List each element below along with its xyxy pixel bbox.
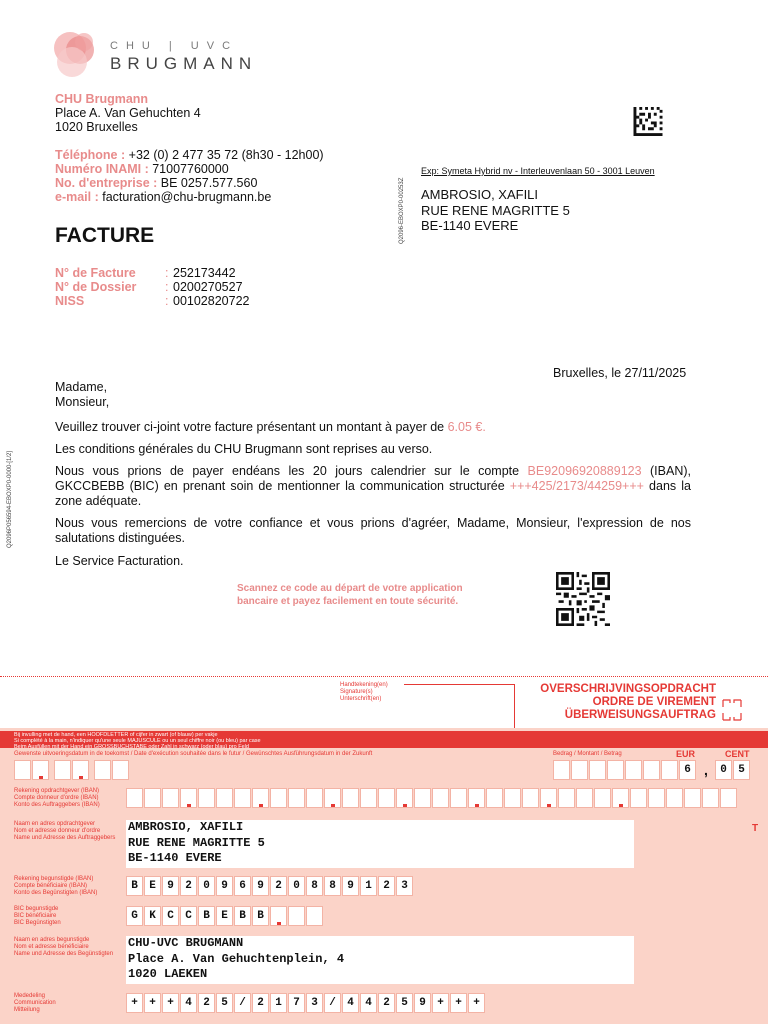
cent-label: CENT — [725, 749, 750, 759]
comm-box[interactable]: 2 — [252, 993, 269, 1013]
iban-box[interactable] — [522, 788, 539, 808]
payer-iban-label-line: Rekening opdrachtgever (IBAN) — [14, 788, 100, 794]
comm-box[interactable]: 7 — [288, 993, 305, 1013]
iban-box[interactable] — [378, 788, 395, 808]
amount-cent-box[interactable]: 0 — [715, 760, 732, 780]
iban-box[interactable] — [486, 788, 503, 808]
comm-box[interactable]: 9 — [414, 993, 431, 1013]
comm-box[interactable]: + — [144, 993, 161, 1013]
body-text: dans la zone adéquate. — [55, 479, 691, 508]
contact-label: Téléphone : — [55, 148, 126, 162]
comm-box[interactable]: 2 — [198, 993, 215, 1013]
benef-iban-label-line: Rekening begunstigde (IBAN) — [14, 876, 94, 882]
beneficiary-line: 1020 LAEKEN — [128, 967, 208, 981]
vertical-code: Q2096P056594-EBOXP0-0000-[1/2] — [7, 450, 13, 548]
iban-box[interactable] — [648, 788, 665, 808]
iban-box[interactable]: 9 — [342, 876, 359, 896]
benef-iban-label-line: Konto des Begünstigten (IBAN) — [14, 890, 98, 896]
beneficiary-address-field[interactable] — [126, 936, 634, 984]
band-line: Beim Ausfüllen mit der Hand ein GROSSBUCHSTABE oder Zahl in schwarz (oder blau) pro Feld — [14, 744, 249, 750]
bic-box[interactable]: C — [180, 906, 197, 926]
date-box[interactable] — [112, 760, 129, 780]
amount-box[interactable] — [661, 760, 678, 780]
phone-value: +32 (0) 2 477 35 72 (8h30 - 12h00) — [128, 148, 324, 162]
sender-name: CHU Brugmann — [55, 92, 149, 106]
iban-box[interactable]: 9 — [162, 876, 179, 896]
bic-box[interactable]: B — [234, 906, 251, 926]
sender-address — [55, 92, 201, 134]
amount-field[interactable] — [553, 760, 751, 780]
signature-label — [340, 682, 388, 703]
iban-box[interactable] — [594, 788, 611, 808]
bic-box[interactable] — [270, 906, 287, 926]
payer-iban-label — [14, 788, 100, 809]
iban-box[interactable] — [324, 788, 341, 808]
iban-box[interactable]: 2 — [180, 876, 197, 896]
form-corner-icon — [721, 698, 743, 722]
amount-box[interactable] — [571, 760, 588, 780]
form-title-line: ÜBERWEISUNGSAUFTRAG — [564, 709, 716, 721]
iban-box[interactable] — [342, 788, 359, 808]
iban-box[interactable] — [288, 788, 305, 808]
beneficiary-line: CHU-UVC BRUGMANN — [128, 936, 244, 950]
iban-box[interactable] — [396, 788, 413, 808]
date-box[interactable] — [54, 760, 71, 780]
payer-label-line: Naam en adres opdrachtgever — [14, 821, 96, 827]
payer-line: RUE RENE MAGRITTE 5 — [128, 835, 265, 850]
iban-box[interactable]: 8 — [324, 876, 341, 896]
iban-box[interactable]: 9 — [216, 876, 233, 896]
comm-box[interactable]: + — [450, 993, 467, 1013]
bic-box[interactable]: C — [162, 906, 179, 926]
datamatrix-icon — [633, 107, 663, 136]
comm-box[interactable]: 3 — [306, 993, 323, 1013]
iban-box[interactable]: 2 — [378, 876, 395, 896]
signoff: Le Service Facturation. — [55, 554, 184, 568]
iban-box[interactable] — [558, 788, 575, 808]
comm-box[interactable]: 5 — [216, 993, 233, 1013]
body-text: Veuillez trouver ci-joint votre facture présentant un montant à payer de — [55, 420, 448, 434]
payer-line: BE-1140 EVERE — [128, 851, 222, 865]
payer-label-line: Name und Adresse des Auftraggebers — [14, 835, 116, 841]
inami-value: 71007760000 — [152, 162, 229, 176]
scan-line: bancaire et payez facilement en toute sécurité. — [237, 596, 459, 607]
benef-label-line: Naam en adres begunstigde — [14, 937, 90, 943]
iban-box[interactable]: 8 — [306, 876, 323, 896]
contact-label: e-mail : — [55, 190, 99, 204]
document-title: FACTURE — [55, 224, 155, 247]
bic-box[interactable]: B — [252, 906, 269, 926]
iban-box[interactable]: E — [144, 876, 161, 896]
recipient-name: AMBROSIO, XAFILI — [421, 187, 539, 202]
bic-box[interactable]: K — [144, 906, 161, 926]
bic-label — [14, 906, 61, 927]
iban-box[interactable] — [270, 788, 287, 808]
iban-box[interactable]: 3 — [396, 876, 413, 896]
beneficiary-iban-label — [14, 876, 97, 897]
scan-instructions — [237, 582, 463, 608]
amount-label: Bedrag / Montant / Betrag — [553, 751, 622, 757]
iban-box[interactable]: 2 — [270, 876, 287, 896]
comm-box[interactable]: + — [432, 993, 449, 1013]
bic-box[interactable]: B — [198, 906, 215, 926]
bic-label-line: BIC bénéficiaire — [14, 913, 57, 919]
comm-box[interactable]: + — [468, 993, 485, 1013]
greeting — [55, 380, 109, 410]
company-number-value: BE 0257.577.560 — [160, 176, 258, 190]
comm-box[interactable]: 2 — [378, 993, 395, 1013]
iban-box[interactable] — [450, 788, 467, 808]
amount-box[interactable] — [553, 760, 570, 780]
greeting-line: Madame, — [55, 380, 108, 394]
iban-box[interactable] — [666, 788, 683, 808]
comm-box[interactable]: + — [126, 993, 143, 1013]
body-paragraph: Les conditions générales du CHU Brugmann sont reprises au verso. — [55, 442, 433, 456]
band-line: Si complété à la main, n'indiquer qu'une seule MAJUSCULE ou un seul chiffre noir (ou bleu) par case — [14, 738, 261, 744]
letter-date: Bruxelles, le 27/11/2025 — [553, 366, 687, 380]
comm-box[interactable]: / — [234, 993, 251, 1013]
logo-title: BRUGMANN — [110, 54, 258, 73]
comm-box[interactable]: 4 — [342, 993, 359, 1013]
amount-box[interactable] — [643, 760, 660, 780]
amount-eur-box[interactable]: 6 — [679, 760, 696, 780]
greeting-line: Monsieur, — [55, 395, 110, 409]
iban-highlight: BE92096920889123 — [527, 464, 642, 478]
ref-label: N° de Dossier — [55, 280, 137, 294]
iban-box[interactable] — [684, 788, 701, 808]
contact-block — [55, 148, 324, 204]
email-link[interactable]: facturation@chu-brugmann.be — [102, 190, 272, 204]
payer-iban-label-line: Compte donneur d'ordre (IBAN) — [14, 795, 99, 801]
comm-box[interactable]: 1 — [270, 993, 287, 1013]
payment-qr-code-icon[interactable] — [555, 572, 611, 626]
amount-box[interactable] — [607, 760, 624, 780]
ref-label: N° de Facture — [55, 266, 136, 280]
amount-box[interactable] — [625, 760, 642, 780]
execution-date-field[interactable] — [14, 760, 130, 780]
benef-label-line: Name und Adresse des Begünstigten — [14, 951, 114, 957]
date-box[interactable] — [14, 760, 31, 780]
comm-box[interactable]: + — [162, 993, 179, 1013]
form-instruction-band — [0, 731, 768, 748]
contact-label: Numéro INAMI : — [55, 162, 149, 176]
payer-line: AMBROSIO, XAFILI — [128, 820, 244, 834]
iban-box[interactable] — [198, 788, 215, 808]
ref-label: NISS — [55, 294, 85, 308]
sender-city: 1020 Bruxelles — [55, 120, 138, 134]
brugmann-logo-icon — [50, 28, 100, 80]
iban-box[interactable] — [432, 788, 449, 808]
decimal-separator: , — [704, 762, 708, 778]
comm-label-line: Mitteilung — [14, 1007, 40, 1013]
eur-label: EUR — [676, 749, 696, 759]
bic-label-line: BIC begunstigde — [14, 906, 59, 912]
iban-box[interactable]: 9 — [252, 876, 269, 896]
iban-box[interactable] — [576, 788, 593, 808]
vertical-code: Q2096-EBOXP0-00253Z — [399, 177, 405, 244]
comm-label-line: Communication — [14, 1000, 56, 1006]
date-box[interactable] — [32, 760, 49, 780]
structured-communication: +++425/2173/44259+++ — [509, 479, 644, 493]
amount-due: 6.05 €. — [447, 420, 486, 434]
reference-block: N° de Facture : 252173442 N° de Dossier : 0200270527 NISS : 00102820722 — [55, 266, 250, 308]
body-text: Nous vous prions de payer endéans les 20 jours calendrier sur le compte — [55, 464, 528, 478]
signature-label-line: Handtekening(en) — [340, 682, 388, 688]
bic-box[interactable]: G — [126, 906, 143, 926]
signature-label-line: Signature(s) — [340, 689, 373, 695]
recipient-street: RUE RENE MAGRITTE 5 — [421, 202, 570, 218]
payer-label — [14, 821, 115, 842]
comm-label-line: Mededeling — [14, 993, 46, 999]
iban-box[interactable] — [360, 788, 377, 808]
body-paragraph — [55, 464, 691, 509]
iban-box[interactable] — [630, 788, 647, 808]
amount-box[interactable] — [589, 760, 606, 780]
iban-box[interactable] — [216, 788, 233, 808]
date-box[interactable] — [94, 760, 111, 780]
payer-label-line: Nom et adresse donneur d'ordre — [14, 828, 101, 834]
bic-field[interactable] — [126, 906, 324, 926]
iban-box[interactable]: B — [126, 876, 143, 896]
sender-service-line: Exp: Symeta Hybrid nv - Interleuvenlaan 50 - 3001 Leuven — [421, 166, 655, 176]
signature-label-line: Unterschrift(en) — [340, 696, 382, 702]
iban-box[interactable] — [702, 788, 719, 808]
iban-box[interactable]: 1 — [360, 876, 377, 896]
iban-box[interactable] — [468, 788, 485, 808]
payer-address-field[interactable] — [126, 820, 634, 868]
niss-number: 00102820722 — [173, 294, 250, 308]
bic-box[interactable]: E — [216, 906, 233, 926]
comm-box[interactable]: / — [324, 993, 341, 1013]
iban-box[interactable] — [252, 788, 269, 808]
sender-street: Place A. Van Gehuchten 4 — [55, 106, 201, 120]
form-title-line: ORDRE DE VIREMENT — [592, 696, 716, 708]
communication-field[interactable] — [126, 993, 486, 1013]
beneficiary-line: Place A. Van Gehuchtenplein, 4 — [128, 951, 345, 966]
signature-line — [404, 684, 514, 685]
iban-box[interactable]: 0 — [288, 876, 305, 896]
band-line: Bij invulling met de hand, een HOOFDLETTER of cijfer in zwart (of blauw) per vakje — [14, 732, 218, 738]
benef-iban-label-line: Compte bénéficiaire (IBAN) — [14, 883, 88, 889]
iban-box[interactable]: 6 — [234, 876, 251, 896]
payer-iban-field[interactable] — [126, 788, 738, 808]
form-title — [500, 683, 716, 722]
tear-line — [0, 676, 768, 677]
iban-box[interactable] — [504, 788, 521, 808]
comm-box[interactable]: 5 — [396, 993, 413, 1013]
iban-box[interactable] — [720, 788, 737, 808]
recipient-address — [421, 187, 570, 234]
execution-date-label: Gewenste uitvoeringsdatum in de toekomst / Date d'exécution souhaitée dans le futur / Gewünschtes Ausführungsdatum in der Zukunft — [14, 751, 373, 757]
iban-box[interactable]: 0 — [198, 876, 215, 896]
logo-subtitle: CHU | UVC — [110, 40, 239, 52]
amount-cent-box[interactable]: 5 — [733, 760, 750, 780]
bic-label-line: BIC Begünstigten — [14, 920, 61, 926]
iban-box[interactable] — [306, 788, 323, 808]
bic-box[interactable] — [306, 906, 323, 926]
contact-label: No. d'entreprise : — [55, 176, 158, 190]
beneficiary-iban-field[interactable] — [126, 876, 414, 896]
comm-box[interactable]: 4 — [180, 993, 197, 1013]
body-text: (IBAN), GKCCBEBB (BIC) en prenant soin de mentionner la communication structurée — [55, 464, 691, 493]
iban-box[interactable] — [180, 788, 197, 808]
recipient-city: BE-1140 EVERE — [421, 218, 519, 233]
iban-box[interactable] — [540, 788, 557, 808]
body-paragraph: Nous vous remercions de votre confiance et vous prions d'agréer, Madame, Monsieur, l'expression de nos salutations distinguées. — [55, 516, 691, 545]
iban-box[interactable] — [414, 788, 431, 808]
date-box[interactable] — [72, 760, 89, 780]
letter-body — [55, 420, 691, 553]
iban-box[interactable] — [162, 788, 179, 808]
invoice-number: 252173442 — [173, 266, 236, 280]
iban-box[interactable] — [126, 788, 143, 808]
form-title-line: OVERSCHRIJVINGSOPDRACHT — [540, 683, 716, 695]
body-paragraph — [55, 420, 691, 435]
file-number: 0200270527 — [173, 280, 243, 294]
payer-iban-label-line: Konto des Auftraggebers (IBAN) — [14, 802, 100, 808]
iban-box[interactable] — [144, 788, 161, 808]
iban-box[interactable] — [612, 788, 629, 808]
iban-box[interactable] — [234, 788, 251, 808]
t-marker: T — [752, 823, 759, 834]
communication-label — [14, 993, 56, 1014]
scan-line: Scannez ce code au départ de votre application — [237, 583, 463, 594]
comm-box[interactable]: 4 — [360, 993, 377, 1013]
benef-label-line: Nom et adresse bénéficiaire — [14, 944, 89, 950]
bic-box[interactable] — [288, 906, 305, 926]
beneficiary-label — [14, 937, 113, 958]
